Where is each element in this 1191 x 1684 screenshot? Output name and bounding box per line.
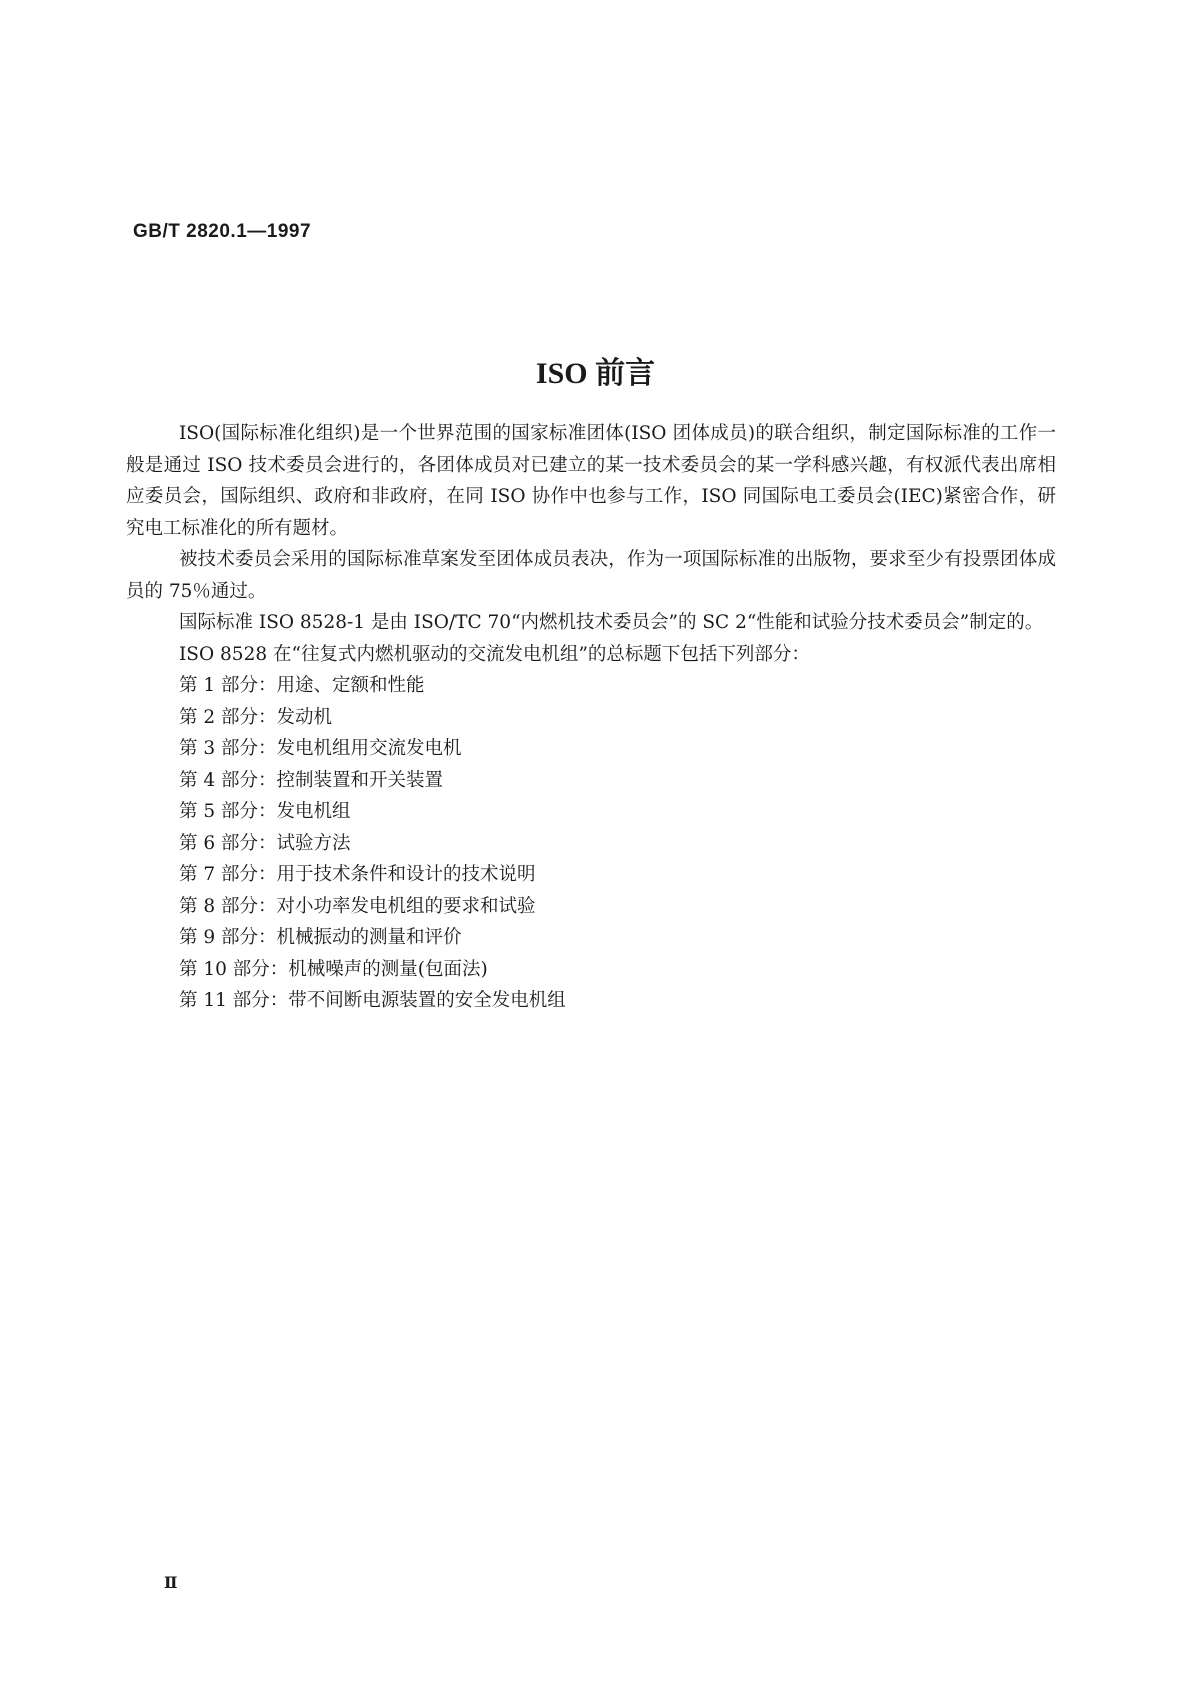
part-item: 第 10 部分：机械噪声的测量(包面法) [179,958,488,980]
part-item: 第 11 部分：带不间断电源装置的安全发电机组 [179,990,566,1011]
part-item: 第 1 部分：用途、定额和性能 [179,675,425,696]
parts-list [126,670,1056,1017]
paragraph-intro: ISO(国际标准化组织)是一个世界范围的国家标准团体(ISO 团体成员)的联合组织，制定国际标准的工作一般是通过 ISO 技术委员会进行的，各团体成员对已建立的某一技术委员会的某一学科感兴趣，有权派代表出席相应委员会，国际组织、政府和非政府，在同 ISO 协作中也参与工作，ISO 同国际电工委员会(IEC)紧密合作，研究电工标准化的所有题材。 [126,423,1056,539]
part-item: 第 9 部分：机械振动的测量和评价 [179,927,462,948]
part-item: 第 5 部分：发电机组 [179,801,351,822]
part-item: 第 4 部分：控制装置和开关装置 [179,769,444,791]
page-number: Ⅱ [164,1575,178,1592]
paragraph-parts-intro: ISO 8528 在“往复式内燃机驱动的交流发电机组”的总标题下包括下列部分： [179,643,810,665]
part-item: 第 2 部分：发动机 [179,706,333,728]
part-item: 第 8 部分：对小功率发电机组的要求和试验 [179,895,536,917]
part-item: 第 7 部分：用于技术条件和设计的技术说明 [179,864,536,885]
part-item: 第 6 部分：试验方法 [179,832,351,854]
standard-code: GB/T 2820.1—1997 [133,221,312,242]
paragraph-origin: 国际标准 ISO 8528-1 是由 ISO/TC 70“内燃机技术委员会”的 SC 2“性能和试验分技术委员会”制定的。 [179,612,1044,633]
foreword-body [126,418,1056,1017]
part-item: 第 3 部分：发电机组用交流发电机 [179,738,462,759]
paragraph-voting: 被技术委员会采用的国际标准草案发至团体成员表决，作为一项国际标准的出版物，要求至少有投票团体成员的 75％通过。 [126,549,1056,602]
page-title: ISO 前言 [535,357,656,390]
